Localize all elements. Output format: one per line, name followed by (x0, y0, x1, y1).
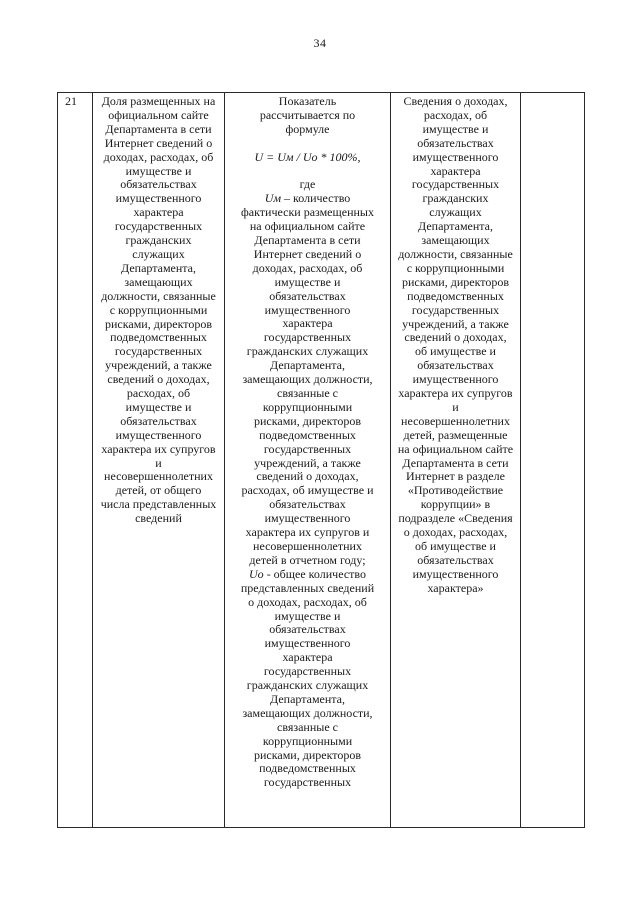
text-line: Доля размещенных на (101, 94, 216, 108)
text-line: несовершеннолетних (104, 469, 213, 484)
text-line: Интернет сведений о (253, 246, 362, 261)
text-line: Сведения о доходах, (403, 94, 508, 108)
text-line: Департамента, (269, 691, 346, 706)
text-line: детей, от общего (115, 483, 202, 498)
um-definition-head (228, 192, 387, 206)
text-line: официальном сайте (108, 107, 209, 122)
text-line: имущественного (412, 372, 499, 387)
calculation-method-cell (225, 93, 391, 827)
text-line: имуществе и (274, 608, 341, 623)
row-number-cell (58, 93, 93, 827)
data-source-cell (391, 93, 521, 827)
text-line: гражданских (422, 191, 489, 206)
indicator-table (57, 92, 585, 828)
text-line: имущественного (264, 636, 351, 651)
text-line: детей в отчетном году; (249, 552, 366, 567)
text-line: коррупции» в (420, 497, 491, 512)
text-line: подразделе «Сведения (398, 511, 513, 526)
text-line: Департамента в сети (105, 121, 212, 136)
text-line: об имуществе и (415, 539, 496, 553)
text-line: несовершеннолетних (253, 538, 362, 553)
text-line: служащих (429, 205, 482, 220)
indicator-name-cell (93, 93, 225, 827)
text-line: имуществе и (274, 274, 341, 289)
text-line: и (155, 455, 162, 470)
text-line: фактически размещенных (241, 205, 374, 220)
text-line: подведомственных (407, 288, 504, 303)
text-line: обязательствах (120, 413, 197, 428)
text-line: характера (133, 205, 184, 220)
text-line: учреждений, а также (402, 316, 509, 331)
text-line: коррупционными (262, 733, 353, 748)
text-line: сведений о доходах, (107, 372, 210, 387)
text-line: Департамента, (120, 260, 197, 275)
text-line: обязательствах (269, 622, 346, 637)
text-line: имущественного (412, 149, 499, 164)
text-line: государственных (263, 775, 352, 790)
text-line: коррупционными (262, 399, 353, 414)
text-line: гражданских (125, 233, 192, 248)
text-line: характера их супругов (398, 386, 513, 401)
text-line: рисками, директоров (253, 413, 361, 428)
text-line: о доходах, расходах, (403, 525, 508, 540)
text-line: об имуществе и (415, 344, 496, 359)
text-line: учреждений, а также (105, 358, 212, 373)
text-line: имущественного (264, 511, 351, 526)
text-line: связанные с (277, 386, 338, 400)
text-line: с коррупционными (109, 302, 208, 317)
text-line: сведений о доходах, (404, 330, 507, 345)
text-line: доходах, расходах, об (252, 260, 363, 275)
calculation-intro (228, 95, 387, 137)
text-line: с коррупционными (406, 260, 505, 275)
um-definition (228, 206, 387, 568)
text-line: доходах, расходах, об (103, 149, 214, 164)
where-label: где (299, 177, 316, 192)
text-line: сведений (135, 511, 182, 526)
text-line: имущественного (412, 566, 499, 581)
text-line: государственных (114, 344, 203, 359)
text-line: гражданских служащих (246, 678, 369, 693)
text-line: гражданских служащих (246, 344, 369, 359)
text-line: обязательствах (269, 497, 346, 512)
text-line: характера их супругов и (245, 525, 370, 540)
text-line: на официальном сайте (397, 441, 514, 456)
text-line: замещающих должности, (242, 705, 373, 720)
text-line: Департамента в сети (254, 233, 361, 248)
text-line: обязательствах (417, 552, 494, 567)
text-line: характера (282, 650, 333, 665)
text-line: рисками, директоров (104, 316, 212, 331)
text-line: на официальном сайте (249, 219, 366, 234)
text-line: государственных (263, 330, 352, 345)
page-number: 34 (313, 36, 327, 50)
text-line: характера (282, 316, 333, 331)
text-line: «Противодействие (407, 483, 504, 498)
text-line: подведомственных (259, 427, 356, 442)
text-line: государственных (411, 302, 500, 317)
row-number: 21 (65, 94, 77, 108)
formula: U = Uм / Uo * 100%, (254, 149, 361, 164)
text-line: подведомственных (259, 761, 356, 776)
um-definition-start: – количество (281, 191, 351, 206)
text-line: имущественного (264, 302, 351, 317)
text-line: и (452, 399, 459, 414)
text-line: замещающих (124, 274, 193, 289)
text-line: учреждений, а также (254, 455, 361, 470)
text-line: расходах, об имуществе и (241, 483, 374, 498)
text-line: имущественного (115, 427, 202, 442)
text-line: служащих (132, 246, 185, 261)
text-line: Показатель (278, 94, 337, 108)
text-line: сведений о доходах, (256, 469, 359, 484)
text-line: характера их супругов (101, 441, 216, 456)
text-line: расходах, об (423, 107, 488, 122)
text-line: несовершеннолетних (401, 413, 510, 428)
text-line: имуществе и (125, 399, 192, 414)
um-variable: Uм (264, 191, 282, 206)
text-line: подведомственных (110, 330, 207, 345)
text-line: имуществе и (422, 121, 489, 136)
text-line: Департамента, (417, 219, 494, 234)
text-line: имущественного (115, 191, 202, 206)
text-line: обязательствах (120, 177, 197, 192)
text-line: рассчитывается по (259, 107, 356, 122)
uo-variable: Uo (249, 566, 264, 581)
text-line: обязательствах (269, 288, 346, 303)
text-line: государственных (263, 664, 352, 679)
text-line: Департамента, (269, 358, 346, 373)
text-line: связанные с (277, 719, 338, 734)
text-line: обязательствах (417, 358, 494, 373)
text-line: характера (430, 163, 481, 178)
text-line: государственных (114, 219, 203, 234)
empty-cell (521, 93, 586, 827)
text-line: представленных сведений (240, 580, 375, 595)
text-line: Интернет в разделе (406, 469, 505, 484)
text-line: имуществе и (125, 163, 192, 178)
uo-definition-head (228, 568, 387, 582)
text-line: должности, связанные (398, 246, 513, 261)
text-line: характера» (427, 580, 484, 595)
text-line: расходах, об (126, 386, 191, 401)
text-line: рисками, директоров (401, 274, 509, 289)
text-line: детей, размещенные (403, 427, 508, 442)
text-line: Интернет сведений о (104, 135, 213, 150)
text-line: государственных (411, 177, 500, 192)
text-line: обязательствах (417, 135, 494, 150)
uo-definition (228, 582, 387, 791)
text-line: формуле (285, 121, 330, 136)
text-line: о доходах, расходах, об (248, 594, 367, 609)
text-line: рисками, директоров (253, 747, 361, 762)
uo-definition-start: - общее количество (263, 566, 366, 581)
text-line: замещающих (421, 233, 490, 248)
text-line: замещающих должности, (242, 372, 373, 387)
text-line: Департамента в сети (402, 455, 509, 470)
text-line: должности, связанные (101, 288, 216, 303)
text-line: государственных (263, 441, 352, 456)
text-line: числа представленных (100, 497, 217, 512)
